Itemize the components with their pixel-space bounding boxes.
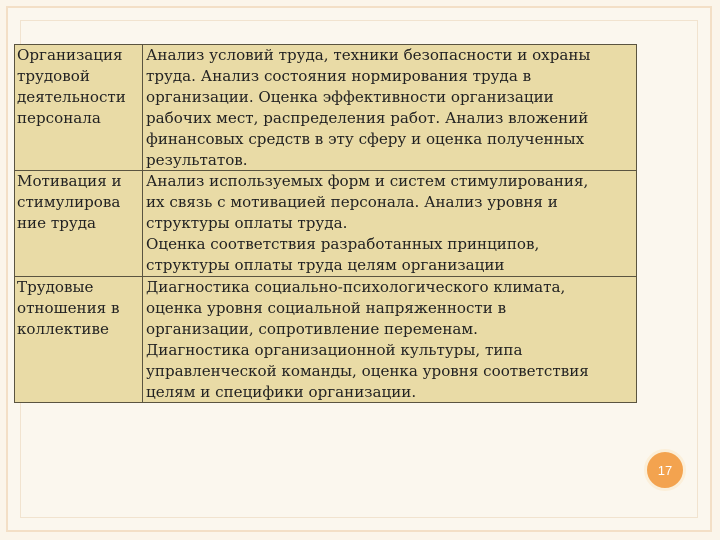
table-row (15, 276, 637, 402)
page-number-badge (644, 449, 686, 491)
content-table (14, 44, 637, 403)
row-category: Организация трудовой деятельности персонала (15, 45, 143, 171)
row-description: Анализ условий труда, техники безопасности и охраны труда. Анализ состояния нормирования труда в организации. Оценка эффективности организации рабочих мест, распределения работ. Анализ вложений финансовых средств в эту сферу и оценка полученных результатов. (143, 45, 637, 171)
table-row (15, 171, 637, 277)
page-number: 17 (657, 462, 673, 478)
row-description: Диагностика социально-психологического климата, оценка уровня социальной напряженности в организации, сопротивление переменам. Диагностика организационной культуры, типа управленческой команды, оценка уровня соответствия целям и специфики организации. (143, 276, 637, 402)
row-category: Трудовые отношения в коллективе (15, 276, 143, 402)
row-description: Анализ используемых форм и систем стимулирования, их связь с мотивацией персонала. Анализ уровня и структуры оплаты труда. Оценка соответствия разработанных принципов, структуры оплаты труда целям организации (143, 171, 637, 277)
table-row (15, 45, 637, 171)
row-category: Мотивация и стимулирова ние труда (15, 171, 143, 277)
